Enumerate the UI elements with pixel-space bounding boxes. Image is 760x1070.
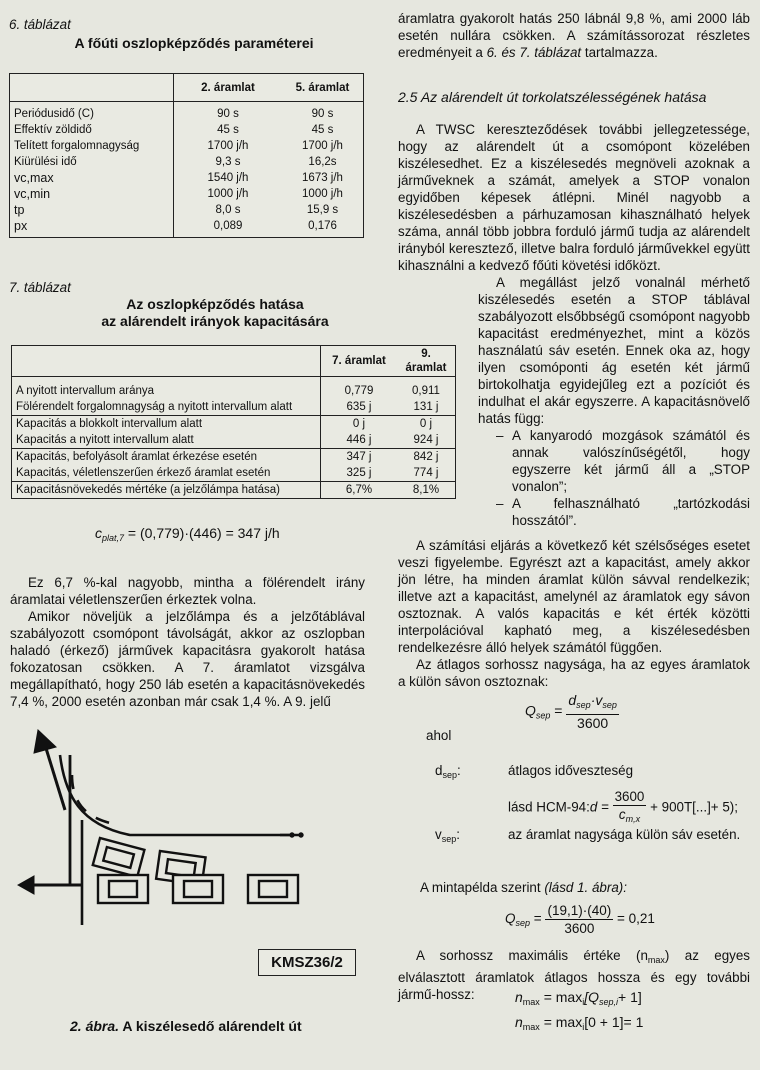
hcm-formula [508,788,738,828]
hcm-tail: + 900T[...]+ 5); [650,799,738,815]
table-row [10,122,364,138]
right-body-2 [478,274,750,529]
table7-header-empty [12,346,321,377]
arrow-head [34,730,56,753]
table-row [10,102,364,123]
arrow-up-left [45,745,65,810]
row-label: A nyitott intervallum aránya [12,383,321,399]
left-body [10,574,365,710]
table7-header-col2: 9. áramlat [405,348,447,374]
eq-end: + 1] [618,989,642,1005]
def-symbol-dsep [435,762,461,784]
table-row [12,465,456,482]
def-symbol: v [435,827,442,842]
equation-qsep [525,692,619,732]
cell: 446 j [346,433,372,446]
cell: 0,911 [412,384,440,397]
eq-max: = max [543,989,583,1005]
table6-header-col2: 5. áramlat [295,81,350,94]
hcm-prefix: lásd HCM-94: [508,799,590,815]
cell: 1540 j/h [207,172,249,184]
eq-subscript: i [582,997,585,1007]
table-row [10,218,364,238]
cell: 924 j [413,433,439,446]
text-em: 6. és 7. táblázat [486,45,582,60]
paragraph: A megállást jelző vonalnál mérhető kiszélesedés esetén a STOP táblával szabályozott elsőbbségű csomópont nagyobb kapacitást eredményezhet, mint a közös használatú sáv esetén. Ennek oka az, hogy ilyen csomóponti ág esetén két jármű birtokolhatja egyidejűleg ezt a pozíciót és indulhat el akár egyszerre. A kapacitásnövelő hatás függ: [478,275,750,426]
equation-nmax-2 [515,1014,643,1036]
def-subscript: sep [442,770,457,780]
eq-numerator: (19,1)·(40) [547,903,612,918]
cell: 131 j [413,400,439,413]
cell: 0,779 [344,384,374,397]
eq-equals: = [554,702,563,719]
text-subscript: max [647,955,665,965]
road-dot [291,834,294,837]
eq-part: ·v [590,692,603,708]
equation-qsep-example [505,902,655,937]
cell: 1700 j/h [207,140,249,152]
eq-subscript: sep [576,700,591,710]
table7-caption: 7. táblázat [9,280,71,295]
eq-subscript: sep [515,918,531,929]
def-symbol-vsep [435,826,460,848]
def-symbol: d [435,763,443,778]
table-row [12,383,456,399]
cell: 1000 j/h [207,188,249,200]
eq-denominator: 3600 [577,715,609,731]
row-label: Kapacitás a nyitott intervallum alatt [12,432,321,449]
eq-symbol: n [515,989,523,1005]
row-label: Kiürülési idő [10,154,174,170]
cell: 1700 j/h [302,140,343,152]
eq-subscript: max [522,997,540,1007]
cell: 6,7% [345,483,373,496]
right-body-3 [398,537,750,690]
row-label: vc,max [10,170,174,186]
eq-equals: = [533,911,542,927]
row-label: vc,min [10,186,174,202]
row-label: Kapacitás, véletlenszerűen érkező áramlat esetén [12,465,321,482]
table6-title: A főúti oszlopképződés paraméterei [74,35,314,51]
cell: 774 j [413,466,439,479]
eq-max: = max [543,1014,583,1030]
paragraph: Az átlagos sorhossz nagysága, ha az egyes áramlatok a külön sávon osztoznak: [398,657,750,689]
eq-subscript: sep [602,700,617,710]
text: tartalmazza. [584,45,658,60]
cell: 0,089 [213,220,243,232]
list-item: – A kanyarodó mozgások számától és annak valószínűségétől, hogy egyszerre két jármű áll a „STOP vonalon”; [496,427,750,495]
text: A mintapélda szerint [420,880,541,895]
row-label: Effektív zöldidő [10,122,174,138]
text: ) az egyes elválasztott áramlatok átlagos hossza és egy további jármű-hossz: [398,948,750,1002]
dependency-list [496,427,750,529]
paragraph: Ez 6,7 %-kal nagyobb, mintha a fölérendelt irány áramlatai véletlenszerűen érkeztek volna. [10,575,365,607]
cell: 15,9 s [306,204,339,216]
row-label: px [10,218,174,238]
text-em: (lásd 1. ábra): [544,880,627,895]
cell: 0 j [419,417,433,430]
row-label: Fölérendelt forgalomnagyság a nyitott intervallum alatt [12,399,321,416]
eq-subscript: i [582,1022,585,1032]
table-row [12,399,456,416]
list-item: – A felhasználható „tartózkodási hosszától”. [496,495,750,529]
table-row [10,138,364,154]
table6-header-col1: 2. áramlat [201,81,255,94]
text: áramlatra gyakorolt hatás 250 lábnál 9,8 %, ami 2000 láb esetén nullára csökken. A számítássorozat részletes eredményeit a [398,11,750,60]
figure-caption-text: A kiszélesedő alárendelt út [122,1018,302,1034]
cell: 1673 j/h [302,172,343,184]
table6-header-empty [10,74,174,102]
cell: 0 j [352,417,366,430]
right-top [398,10,750,61]
eq-fraction [566,692,619,732]
table-row [10,170,364,186]
paragraph: Amikor növeljük a jelzőlámpa és a jelzőtáblával szabályozott csomópont távolságát, akkor az oszlopban haladó (érkező) járművek kapacitásra gyakorolt hatása fokozatosan csökken. A 7. áramlatot vizsgálva megállapítható, hogy 250 láb esetén a kapacitásnövekedés 7,4 %, 2000 esetén azonban már csak 1,4 %. A 9. jelű [10,609,365,709]
car [173,875,223,903]
cell: 16,2s [308,156,337,168]
hcm-den-symbol: c [618,807,626,822]
figure-caption [70,1018,302,1035]
table6 [9,73,364,238]
paragraph: A TWSC kereszteződések további jellegzetessége, hogy az alárendelt út a csomópont közelében kiszélesedhet. Ez a kiszélesedés megnöveli azoknak a járműveknek a számát, amelyek a STOP vonalon egyidőben képesek átlépni. Minél nagyobb a kiszélesedésben a párhuzamosan kihasználható helyek száma, annál több jobbra forduló jármű tudja az alárendelt irányból keresztező, illetve balra forduló járművekkel együtt kihasználni a kedvező főúti követési időközt. [398,122,750,273]
cell: 0,176 [308,220,337,232]
cell: 8,1% [412,483,440,496]
figure-caption-number: 2. ábra. [70,1018,120,1034]
eq-subscript: max [522,1022,540,1032]
hcm-fraction [613,788,647,828]
cell: 347 j [346,450,372,463]
eq-rhs: = (0,779)·(446) = 347 j/h [124,525,280,541]
eq-bracket: [0 + 1]= 1 [584,1014,644,1030]
cell: 90 s [311,108,334,120]
table-row [10,202,364,218]
hcm-numerator: 3600 [614,789,645,804]
table-row [12,448,456,465]
def-colon: : [456,763,461,778]
eq-symbol: Q [505,911,516,927]
paragraph: A számítási eljárás a következő két szélsőséges esetet veszi figyelembe. Egyrészt azt a kapacitást, amely akkor jön létre, ha minden áramlat külön sávval rendelkezik; illetve azt a kapacitást, amelynél az áramlatok egy sávon osztoznak. A valós kapacitás e két érték közötti interpolációval kapható meg, a kiszélesedésben rendelkezésre álló helyek számától függően. [398,538,750,655]
eq-part: d [568,692,577,708]
eq-subscript: sep,i [599,997,619,1007]
table7-title-line2: az alárendelt irányok kapacitására [101,313,329,329]
cell: 635 j [346,400,372,413]
row-label: tp [10,202,174,218]
table7-title-line1: Az oszlopképződés hatása [126,296,304,312]
section-title: 2.5 Az alárendelt út torkolatszélességének hatása [398,89,707,105]
eq-symbol: Q [525,702,536,719]
eq-fraction [545,902,613,937]
row-label: Kapacitás a blokkolt intervallum alatt [12,415,321,432]
car [248,875,298,903]
equation-cplat [95,525,280,547]
table-row [10,186,364,202]
eq-subscript: plat,7 [102,533,125,543]
def-text-vsep: az áramlat nagysága külön sáv esetén. [508,827,741,842]
cell: 45 s [217,124,239,136]
table6-caption: 6. táblázat [9,17,71,32]
cell: 8,0 s [215,204,241,216]
table-row [10,154,364,170]
right-body-1 [398,121,750,274]
cell: 9,3 s [215,156,241,168]
figure-tag: KMSZ36/2 [258,949,356,976]
cell: 842 j [413,450,439,463]
eq-result: = 0,21 [617,911,655,927]
table-row [12,415,456,432]
cars [93,838,298,903]
road-centerline [72,775,120,825]
cell: 1000 j/h [302,188,343,200]
arrow-head [18,876,34,894]
def-text-dsep: átlagos időveszteség [508,763,634,778]
hcm-d: d = [589,799,609,815]
mintapelda-line [420,879,627,896]
hcm-denominator [613,806,647,828]
cell: 45 s [311,124,334,136]
text: A sorhossz maximális értéke (n [416,948,648,963]
hcm-den-subscript: m,x [625,814,641,824]
cell: 325 j [346,466,372,479]
equation-nmax-1 [515,989,642,1011]
row-label: Kapacitás, befolyásolt áramlat érkezése esetén [12,448,321,465]
row-label: Periódusidő (C) [10,102,174,123]
row-label: Telített forgalomnagyság [10,138,174,154]
road-curve-outer [60,755,290,835]
table-row [12,432,456,449]
cell: 90 s [217,108,239,120]
eq-symbol: c [95,525,102,541]
def-subscript: sep [441,834,457,844]
table7 [11,345,456,499]
car [98,875,148,903]
road-dot [300,834,303,837]
eq-numerator [566,692,619,715]
row-label: Kapacitásnövekedés mértéke (a jelzőlámpa hatása) [12,481,321,498]
eq-bracket: [Q [584,989,599,1005]
eq-subscript: sep [535,710,551,721]
paragraph [398,10,750,61]
table-row [12,481,456,498]
car-turning [93,838,145,877]
table7-header-col1: 7. áramlat [332,355,386,367]
def-colon: : [456,827,460,842]
eq-symbol: n [515,1014,523,1030]
eq-denominator: 3600 [564,921,595,936]
ahol-label: ahol [426,728,452,743]
